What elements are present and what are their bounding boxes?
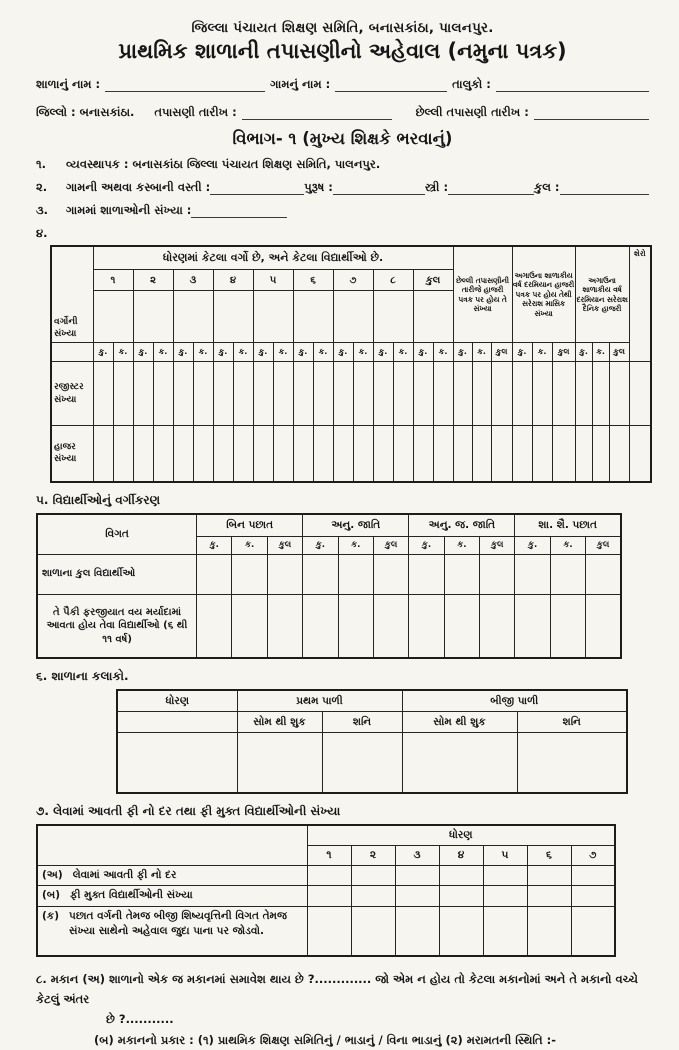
item-1 <box>36 157 649 172</box>
girls-subheader: ક. <box>532 343 552 362</box>
std-col-header: ૫ <box>253 270 293 291</box>
blank-cell <box>93 291 133 343</box>
std-group-header: ધોરણમાં કેટલા વર્ગો છે, અને કેટલા વિદ્યાર્થીઓ છે. <box>93 246 453 270</box>
blank-cell <box>293 291 333 343</box>
blank-cell <box>307 885 351 906</box>
boys-subheader: કુ. <box>409 536 444 554</box>
blank-cell <box>472 426 491 482</box>
boys-subheader: કુ. <box>213 343 233 362</box>
blank-cell <box>453 426 472 482</box>
blank-cell <box>153 426 173 482</box>
total-students-label: શાળાના કુલ વિદ્યાર્થીઓ <box>37 554 197 594</box>
row-k-label: (ક) <box>42 909 60 922</box>
taluka-label: તાલુકો : <box>452 77 491 91</box>
blank-cell <box>532 426 552 482</box>
population-blank <box>210 181 304 195</box>
group-header-sc: અનુ. જાતિ <box>303 514 409 537</box>
blank-cell <box>512 362 532 426</box>
blank-cell <box>413 362 433 426</box>
blank-cell <box>515 554 550 594</box>
std-col-header: ૮ <box>373 270 413 291</box>
row-b-text: ફી મુક્ત વિદ્યાર્થીઓની સંખ્યા <box>70 889 193 902</box>
blank-cell <box>273 362 293 426</box>
blank-cell <box>113 362 133 426</box>
std-col-header: ૫ <box>483 845 527 865</box>
group-header-sebc: શા. શૈ. પછાત <box>515 514 621 537</box>
blank-cell <box>402 733 517 793</box>
blank-cell <box>444 554 479 594</box>
boys-subheader: કુ. <box>333 343 353 362</box>
std-col-header: ૭ <box>571 845 615 865</box>
blank-cell <box>571 906 615 956</box>
blank-cell <box>253 426 273 482</box>
blank-cell <box>93 426 113 482</box>
item-3-number: ૩. <box>36 203 49 217</box>
blank-cell <box>592 362 609 426</box>
boys-subheader: કુ. <box>303 536 338 554</box>
boys-subheader: કુ. <box>453 343 472 362</box>
girls-subheader: ક. <box>232 536 267 554</box>
blank-cell <box>552 426 575 482</box>
std-group-header: ધોરણ <box>307 825 615 846</box>
blank-cell <box>113 426 133 482</box>
item-1-number: ૧. <box>36 157 47 171</box>
std-col-header: ૬ <box>527 845 571 865</box>
blank-cell <box>93 362 113 426</box>
boys-subheader: કુ. <box>253 343 273 362</box>
row-k-text: પછાત વર્ગની તેમજ બીજી શિષ્યવૃત્તિની વિગત તેમજ સંખ્યા સાથેનો અહેવાલ જુદા પાના પર જોડવો. <box>69 909 287 937</box>
row-a-text: લેવામાં આવતી ફી નો દર <box>72 868 177 881</box>
section8-building <box>36 969 649 1050</box>
boys-subheader: કુ. <box>373 343 393 362</box>
blank-cell <box>575 426 592 482</box>
blank-cell <box>571 885 615 906</box>
school-name-blank <box>105 78 265 92</box>
std-col-header: કુલ <box>413 270 453 291</box>
girls-subheader: ક. <box>233 343 253 362</box>
blank-cell <box>629 362 651 426</box>
sat-subheader: શનિ <box>517 712 627 733</box>
blank-cell <box>322 733 402 793</box>
blank-cell <box>233 426 253 482</box>
blank-cell <box>117 712 237 733</box>
blank-cell <box>173 291 213 343</box>
group-header-st: અનુ. જ. જાતિ <box>409 514 515 537</box>
prev-year-daily-header: અગાઉના શાળાકીય વર્ષ દરમિયાન સરેરાશ દૈનિક હાજરી <box>575 246 629 343</box>
male-blank <box>333 181 425 195</box>
mon-fri-subheader: સોમ થી શુક <box>402 712 517 733</box>
item-1-text: વ્યવસ્થાપક : બનાસકાંઠા જિલ્લા પંચાયત શિક્ષણ સમિતિ, પાલનપુર. <box>66 157 381 171</box>
male-label: પુરૂષ : <box>304 180 333 194</box>
female-label: સ્ત્રી : <box>424 180 449 194</box>
std-col-header: ૨ <box>351 845 395 865</box>
total-subheader: કુલ <box>609 343 629 362</box>
blank-cell <box>373 426 393 482</box>
blank-cell <box>393 362 413 426</box>
blank-cell <box>351 906 395 956</box>
total-label: કુલ : <box>534 180 560 194</box>
blank-cell <box>395 885 439 906</box>
girls-subheader: ક. <box>193 343 213 362</box>
blank-cell <box>629 426 651 482</box>
school-count-blank <box>191 204 287 218</box>
village-name-blank <box>335 78 447 92</box>
blank-cell <box>117 733 237 793</box>
first-shift-header: પ્રથમ પાળી <box>237 690 402 712</box>
girls-subheader: ક. <box>113 343 133 362</box>
blank-cell <box>592 426 609 482</box>
blank-cell <box>232 594 267 658</box>
blank-cell <box>133 291 173 343</box>
school-count-label: ગામમાં શાળાઓની સંખ્યા : <box>66 203 192 217</box>
blank-cell <box>173 362 193 426</box>
blank-cell <box>233 362 253 426</box>
prev-year-monthly-header: અગાઉના શાળાકીય વર્ષ દરમિયાન હાજરી પત્રક પર હોય તેથી સરેરાશ માસિક સંખ્યા <box>512 246 575 343</box>
girls-subheader: ક. <box>338 536 373 554</box>
blank-cell <box>527 885 571 906</box>
blank-cell <box>609 426 629 482</box>
blank-cell <box>483 906 527 956</box>
boys-subheader: કુ. <box>413 343 433 362</box>
enrollment-table <box>50 245 652 483</box>
total-subheader: કુલ <box>586 536 621 554</box>
blank-cell <box>232 554 267 594</box>
std-col-header: ૧ <box>307 845 351 865</box>
classes-count-row-label: વર્ગોની સંખ્યા <box>51 246 93 343</box>
blank-cell <box>395 906 439 956</box>
sat-subheader: શનિ <box>322 712 402 733</box>
total-subheader: કુલ <box>552 343 575 362</box>
blank-cell <box>527 906 571 956</box>
form-line-1 <box>36 77 649 92</box>
blank-cell <box>253 362 273 426</box>
blank-cell <box>193 362 213 426</box>
boys-subheader: કુ. <box>575 343 592 362</box>
district-label: જિલ્લો : બનાસકાંઠા. <box>36 105 135 119</box>
boys-subheader: કુ. <box>93 343 113 362</box>
blank-cell <box>433 426 453 482</box>
girls-subheader: ક. <box>153 343 173 362</box>
blank-cell <box>351 865 395 885</box>
blank-cell <box>213 362 233 426</box>
blank-cell <box>373 362 393 426</box>
blank-cell <box>512 426 532 482</box>
std-col-header: ૩ <box>395 845 439 865</box>
boys-subheader: કુ. <box>173 343 193 362</box>
boys-subheader: કુ. <box>515 536 550 554</box>
blank-cell <box>293 362 313 426</box>
std-col-header: ૭ <box>333 270 373 291</box>
blank-cell <box>480 594 515 658</box>
last-inspection-date-blank <box>534 106 649 120</box>
girls-subheader: ક. <box>313 343 333 362</box>
section5-heading: ૫. વિદ્યાર્થીઓનું વર્ગીકરણ <box>36 492 161 507</box>
blank-cell <box>197 594 232 658</box>
blank-cell <box>586 554 621 594</box>
blank-cell <box>267 594 302 658</box>
detail-column-header: વિગત <box>37 514 197 555</box>
present-row-label: હાજર સંખ્યા <box>51 426 93 482</box>
blank-cell <box>472 362 491 426</box>
blank-cell <box>353 362 373 426</box>
fee-free-row <box>37 885 615 906</box>
blank-cell <box>197 554 232 594</box>
school-name-label: શાળાનું નામ : <box>36 77 101 91</box>
girls-subheader: ક. <box>472 343 491 362</box>
girls-subheader: ક. <box>393 343 413 362</box>
blank-cell <box>491 426 512 482</box>
blank-cell <box>313 426 333 482</box>
row-b-label: (બ) <box>42 889 61 902</box>
total-subheader: કુલ <box>267 536 302 554</box>
scholarship-row <box>37 906 615 956</box>
blank-cell <box>439 906 483 956</box>
blank-cell <box>373 594 408 658</box>
blank-cell <box>313 362 333 426</box>
blank-cell <box>373 554 408 594</box>
total-subheader: કુલ <box>373 536 408 554</box>
girls-subheader: ક. <box>444 536 479 554</box>
school-hours-table <box>116 689 628 794</box>
blank-cell <box>527 865 571 885</box>
hours-entry-row <box>117 733 627 793</box>
blank-cell <box>439 885 483 906</box>
blank-cell <box>153 362 173 426</box>
blank-cell <box>586 594 621 658</box>
remarks-column-header: શેરો <box>629 246 651 362</box>
blank-cell <box>433 362 453 426</box>
item-4-number: ૪. <box>36 226 48 240</box>
register-count-row <box>51 362 651 426</box>
girls-subheader: ક. <box>353 343 373 362</box>
subheader-row <box>51 343 651 362</box>
blank-cell <box>213 291 253 343</box>
blank-cell <box>483 885 527 906</box>
item-2-number: ૨. <box>36 180 48 194</box>
blank-cell <box>491 362 512 426</box>
blank-cell <box>609 362 629 426</box>
girls-subheader: ક. <box>592 343 609 362</box>
blank-cell <box>409 554 444 594</box>
building-question-line1: ૮. મકાન (અ) શાળાનો એક જ મકાનમાં સમાવેશ થાય છે ?............. જો એમ ન હોય તો કેટલા મકાનોમાં અને તે મકાનો વચ્ચે કેટલું અંતર <box>36 972 638 1007</box>
total-subheader: કુલ <box>480 536 515 554</box>
form-line-2 <box>36 105 649 120</box>
compulsory-age-label: તે પૈકી ફરજીયાત વય મર્યાદામાં આવતા હોય તેવા વિદ્યાર્થીઓ (૬ થી ૧૧ વર્ષ) <box>37 594 197 658</box>
blank-cell <box>480 554 515 594</box>
section1-heading: વિભાગ- ૧ (મુખ્ય શિક્ષકે ભરવાનું) <box>232 129 453 148</box>
blank-cell <box>193 426 213 482</box>
blank-cell <box>571 865 615 885</box>
inspection-date-blank <box>242 106 392 120</box>
compulsory-age-row <box>37 594 621 658</box>
blank-cell <box>550 554 585 594</box>
female-blank <box>448 181 534 195</box>
present-count-row <box>51 426 651 482</box>
boys-subheader: કુ. <box>197 536 232 554</box>
blank-cell <box>133 426 153 482</box>
blank-cell <box>303 554 338 594</box>
std-col-header: ૨ <box>133 270 173 291</box>
blank-cell <box>237 733 322 793</box>
page-title: પ્રાથમિક શાળાની તપાસણીનો અહેવાલ (નમુના પત્રક) <box>118 39 567 63</box>
blank-cell <box>552 362 575 426</box>
std-col-header: ૩ <box>173 270 213 291</box>
register-row-label: રજીસ્ટર સંખ્યા <box>51 362 93 426</box>
blank-cell <box>307 865 351 885</box>
item-3 <box>36 203 649 218</box>
blank-cell <box>413 426 433 482</box>
building-type-line: (બ) મકાનનો પ્રકાર : (૧) પ્રાથમિક શિક્ષણ સમિતિનું / ભાડાનું / વિના ભાડાનું (૨) મરામતની સ્થિતિ :- <box>94 1032 556 1047</box>
blank-cell <box>351 885 395 906</box>
blank-cell <box>575 362 592 426</box>
blank-cell <box>253 291 293 343</box>
total-subheader: કુલ <box>491 343 512 362</box>
item-4 <box>36 226 649 241</box>
population-label: ગામની અથવા કસ્બાની વસ્તી : <box>66 180 211 194</box>
org-line: જિલ્લા પંચાયત શિક્ષણ સમિતિ, બનાસકાંઠા, પાલનપુર. <box>191 20 494 36</box>
blank-cell <box>439 865 483 885</box>
inspection-date-label: તપાસણી તારીખ : <box>154 105 237 119</box>
girls-subheader: ક. <box>550 536 585 554</box>
girls-subheader: ક. <box>433 343 453 362</box>
group-header-general: બિન પછાત <box>197 514 303 537</box>
second-shift-header: બીજી પાળી <box>402 690 627 712</box>
blank-cell <box>453 362 472 426</box>
day-subheader-row <box>117 712 627 733</box>
blank-cell <box>395 865 439 885</box>
blank-cell <box>333 291 373 343</box>
blank-cell <box>517 733 627 793</box>
blank-cell <box>303 594 338 658</box>
village-name-label: ગામનું નામ : <box>270 77 331 91</box>
mon-fri-subheader: સોમ થી શુક <box>237 712 322 733</box>
blank-cell <box>409 594 444 658</box>
boys-subheader: કુ. <box>512 343 532 362</box>
blank-cell <box>267 554 302 594</box>
row-a-label: (અ) <box>42 868 63 881</box>
blank-cell <box>393 426 413 482</box>
blank-cell <box>483 865 527 885</box>
taluka-blank <box>496 78 649 92</box>
std-col-header: ૬ <box>293 270 333 291</box>
blank-cell <box>133 362 153 426</box>
boys-subheader: કુ. <box>133 343 153 362</box>
blank-cell <box>444 594 479 658</box>
fees-table <box>36 824 616 958</box>
blank-cell <box>532 362 552 426</box>
fee-rate-row <box>37 865 615 885</box>
item-2 <box>36 180 649 195</box>
boys-subheader: કુ. <box>293 343 313 362</box>
total-blank <box>560 181 649 195</box>
building-question-line1b: છે ?........... <box>106 1012 174 1027</box>
blank-cell <box>338 554 373 594</box>
last-inspection-count-header: છેલ્લી તપાસણીની તારીજે હાજરી પત્રક પર હોય તે સંખ્યા <box>453 246 512 343</box>
section6-heading: ૬. શાળાના કલાકો. <box>36 669 129 683</box>
girls-subheader: ક. <box>273 343 293 362</box>
blank-cell <box>51 343 93 362</box>
blank-cell <box>413 291 453 343</box>
std-col-header: ૧ <box>93 270 133 291</box>
blank-cell <box>333 426 353 482</box>
blank-cell <box>515 594 550 658</box>
blank-cell <box>307 906 351 956</box>
blank-cell <box>338 594 373 658</box>
section7-heading: ૭. લેવામાં આવતી ફી નો દર તથા ફી મુક્ત વિદ્યાર્થીઓની સંખ્યા <box>36 803 341 818</box>
std-column-header: ધોરણ <box>117 690 237 712</box>
blank-cell <box>333 362 353 426</box>
blank-cell <box>273 426 293 482</box>
total-students-row <box>37 554 621 594</box>
blank-cell <box>353 426 373 482</box>
blank-cell <box>550 594 585 658</box>
last-inspection-date-label: છેલ્લી તપાસણી તારીખ : <box>415 105 529 119</box>
student-classification-table <box>36 513 622 660</box>
blank-cell <box>213 426 233 482</box>
std-col-header: ૪ <box>439 845 483 865</box>
blank-cell <box>293 426 313 482</box>
blank-cell <box>173 426 193 482</box>
blank-cell <box>373 291 413 343</box>
blank-cell <box>37 825 307 866</box>
std-col-header: ૪ <box>213 270 253 291</box>
